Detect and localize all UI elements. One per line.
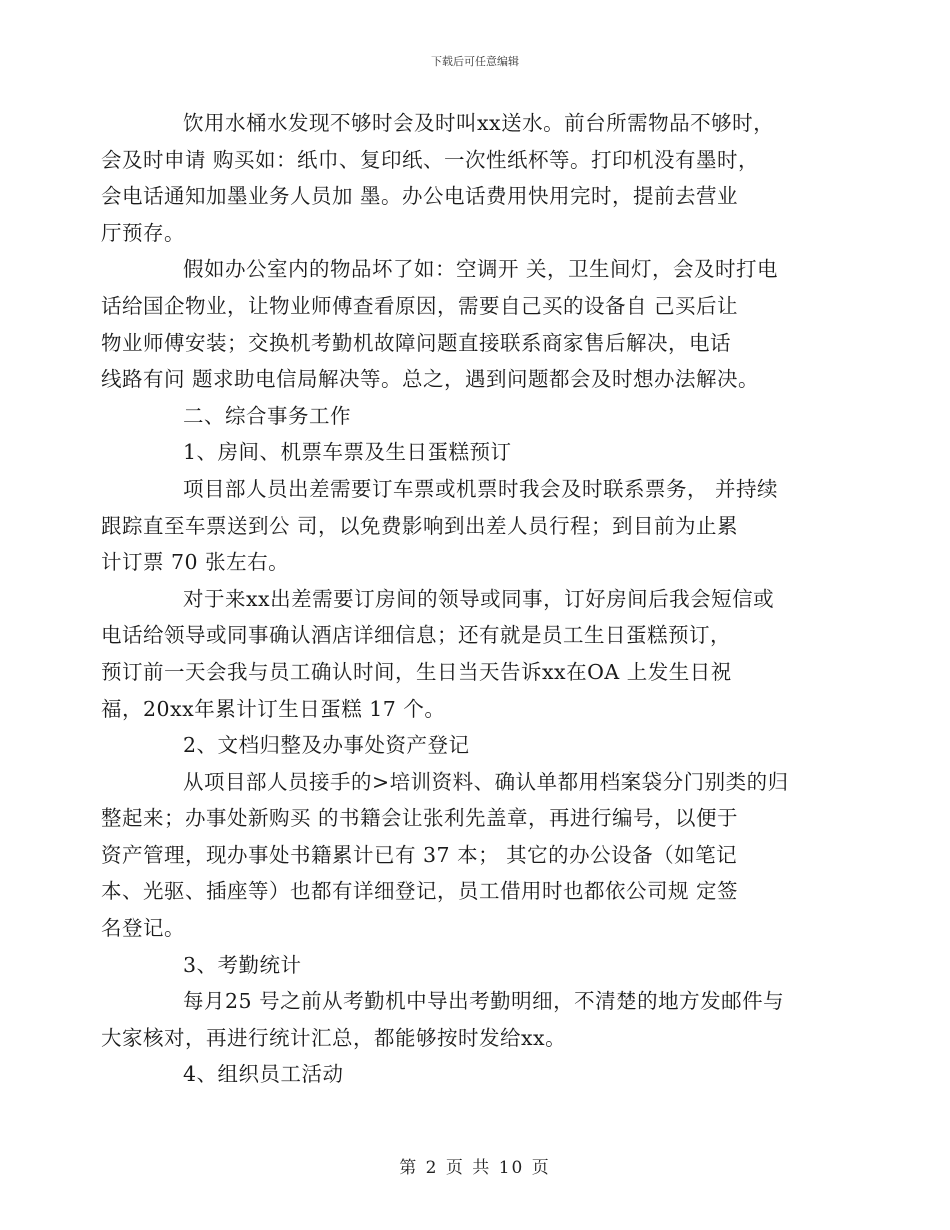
paragraph: [101, 251, 822, 397]
text-line: 会电话通知加墨业务人员加 墨。办公电话费用快用完时，提前去营业: [101, 184, 739, 209]
paragraph: [101, 581, 822, 727]
text-line: 每月25 号之前从考勤机中导出考勤明细，不清楚的地方发邮件与: [183, 989, 785, 1014]
text-line: 线路有问 题求助电信局解决等。总之，遇到问题都会及时想办法解决。: [101, 367, 760, 392]
text-line: 3、考勤统计: [183, 952, 302, 977]
page-header-note: 下载后可任意编辑: [431, 55, 519, 68]
paragraph: [101, 764, 822, 947]
text-line: 大家核对，再进行统计汇总，都能够按时发给xx。: [101, 1025, 567, 1050]
text-line: 本、光驱、插座等）也都有详细登记，员工借用时也都依公司规 定签: [101, 879, 739, 904]
text-line: 项目部人员出差需要订车票或机票时我会及时联系票务， 并持续: [183, 476, 779, 501]
text-line: 预订前一天会我与员工确认时间，生日当天告诉xx在OA 上发生日祝: [101, 659, 732, 684]
paragraph: [142, 434, 822, 471]
text-line: 从项目部人员接手的>培训资料、确认单都用档案袋分门别类的归: [183, 769, 789, 794]
document-body: [101, 105, 822, 1093]
text-line: 会及时申请 购买如：纸巾、复印纸、一次性纸杯等。打印机没有墨时，: [101, 147, 760, 172]
paragraph: [101, 471, 822, 581]
text-line: 4、组织员工活动: [183, 1062, 344, 1087]
paragraph: [142, 1056, 822, 1093]
paragraph: [142, 398, 822, 435]
text-line: 假如办公室内的物品坏了如：空调开 关，卫生间灯，会及时打电: [183, 257, 779, 282]
paragraph: [142, 727, 822, 764]
text-line: 跟踪直至车票送到公 司，以免费影响到出差人员行程；到目前为止累: [101, 513, 739, 538]
text-line: 二、综合事务工作: [183, 403, 351, 428]
text-line: 厅预存。: [101, 220, 185, 245]
text-line: 资产管理，现办事处书籍累计已有 37 本； 其它的办公设备（如笔记: [101, 842, 738, 867]
text-line: 话给国企物业，让物业师傅查看原因，需要自己买的设备自 己买后让: [101, 293, 739, 318]
text-line: 2、文档归整及办事处资产登记: [183, 733, 470, 758]
text-line: 福，20xx年累计订生日蛋糕 17 个。: [101, 696, 446, 721]
paragraph: [101, 105, 822, 251]
text-line: 1、房间、机票车票及生日蛋糕预订: [183, 440, 512, 465]
page-number: 第 2 页 共 10 页: [399, 1158, 551, 1178]
paragraph: [142, 947, 822, 984]
text-line: 名登记。: [101, 916, 185, 941]
text-line: 计订票 70 张左右。: [101, 550, 290, 575]
text-line: 对于来xx出差需要订房间的领导或同事，订好房间后我会短信或: [183, 586, 775, 611]
paragraph: [101, 983, 822, 1056]
text-line: 整起来；办事处新购买 的书籍会让张利先盖章，再进行编号，以便于: [101, 806, 739, 831]
text-line: 物业师傅安装；交换机考勤机故障问题直接联系商家售后解决，电话: [101, 330, 731, 355]
text-line: 饮用水桶水发现不够时会及时叫xx送水。前台所需物品不够时，: [183, 111, 775, 135]
text-line: 电话给领导或同事确认酒店详细信息；还有就是员工生日蛋糕预订，: [101, 623, 731, 648]
